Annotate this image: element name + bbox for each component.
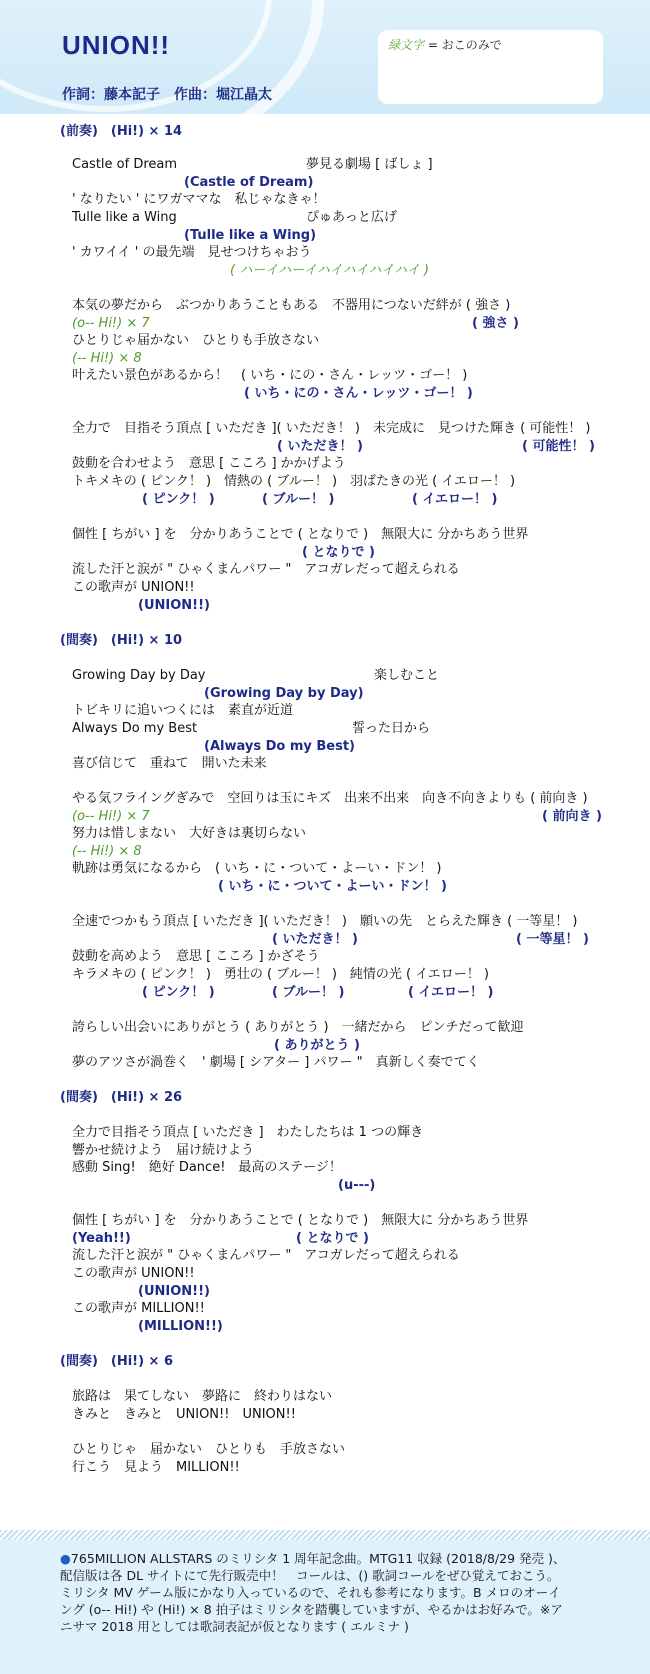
- legend-green-label: 緑文字: [388, 38, 425, 52]
- call-line: ( となりで ): [302, 545, 375, 560]
- lyric-line: 全力で目指そう頂点 [ いただき ] わたしたちは 1 つの輝き: [72, 1125, 424, 1140]
- call-line: (MILLION!!): [138, 1319, 223, 1334]
- lyric-line: ぴゅあっと広げ: [306, 210, 397, 225]
- call-line: ( いただき！ ): [277, 439, 363, 454]
- bullet-icon: ●: [60, 1551, 71, 1566]
- footer-note-text: ミリシタ MV ゲーム版にかなり入っているので、それも参考になります。B メロのオーイ: [60, 1585, 561, 1600]
- lyric-line: ひとりじゃ届かない ひとりも手放さない: [72, 333, 320, 348]
- call-line: ( イエロー！ ): [408, 985, 494, 1000]
- footer-note-line: [60, 1618, 409, 1635]
- footer-note-line: [60, 1550, 565, 1567]
- lyric-line: 旅路は 果てしない 夢路に 終わりはない: [72, 1389, 333, 1404]
- lyric-line: 鼓動を合わせよう 意思 [ こころ ] かかげよう: [72, 456, 346, 471]
- call-line: (u---): [338, 1178, 376, 1193]
- footer-note-line: [60, 1567, 559, 1584]
- lyric-line: 本気の夢だから ぶつかりあうこともある 不器用につないだ絆が ( 強さ ): [72, 298, 511, 313]
- call-line: (Castle of Dream): [184, 175, 314, 190]
- lyric-line: きみと きみと UNION!! UNION!!: [72, 1407, 296, 1422]
- call-line: (Always Do my Best): [204, 739, 355, 754]
- lyric-line: Always Do my Best: [72, 721, 198, 736]
- lyric-line: ' カワイイ ' の最先端 見せつけちゃおう: [72, 245, 312, 260]
- optional-call-line: (o-- Hi!) × 7: [72, 316, 150, 331]
- lyric-line: 努力は惜しまない 大好きは裏切らない: [72, 826, 307, 841]
- footer-note-line: [60, 1601, 563, 1618]
- call-line: (Growing Day by Day): [204, 686, 364, 701]
- lyric-line: 叶えたい景色があるから！ ( いち・にの・さん・レッツ・ゴー！ ): [72, 368, 468, 383]
- lyric-line: この歌声が UNION!!: [72, 580, 195, 595]
- lyric-line: 感動 Sing! 絶好 Dance! 最高のステージ！: [72, 1160, 342, 1175]
- section-header: (間奏) (Hi!) × 6: [60, 1354, 174, 1369]
- call-line: ( ブルー！ ): [262, 492, 335, 507]
- footer-note-text: ング (o-- Hi!) や (Hi!) × 8 拍子はミリシタを踏襲していますが、やるかはお好みで。※ア: [60, 1602, 563, 1617]
- lyric-line: 全速でつかもう頂点 [ いただき ]( いただき！ ) 願いの先 とらえた輝き ( 一等星！ ): [72, 914, 578, 929]
- lyric-line: トキメキの ( ピンク！ ) 情熱の ( ブルー！ ) 羽ばたきの光 ( イエロー！ ): [72, 474, 516, 489]
- footer-note-text: 配信版は各 DL サイトにて先行販売中！ コールは、() 歌詞コールをぜひ覚えておこう。: [60, 1568, 560, 1583]
- lyric-line: キラメキの ( ピンク！ ) 勇壮の ( ブルー！ ) 純情の光 ( イエロー！ ): [72, 967, 489, 982]
- call-line: (Tulle like a Wing): [184, 228, 317, 243]
- call-line: (Yeah!!): [72, 1231, 131, 1246]
- call-line: ( いち・にの・さん・レッツ・ゴー！ ): [244, 386, 473, 401]
- lyric-line: 夢見る劇場 [ ばしょ ]: [306, 157, 433, 172]
- optional-call-line: (-- Hi!) × 8: [72, 844, 142, 859]
- lyric-line: 流した汗と涙が " ひゃくまんパワー " アコガレだって超えられる: [72, 1248, 460, 1263]
- call-line: ( ブルー！ ): [272, 985, 345, 1000]
- call-line: ( イエロー！ ): [412, 492, 498, 507]
- section-header: (前奏) (Hi!) × 14: [60, 124, 183, 139]
- call-line: (UNION!!): [138, 598, 210, 613]
- footer-note-line: [60, 1584, 561, 1601]
- lyric-line: Castle of Dream: [72, 157, 178, 172]
- section-header: (間奏) (Hi!) × 26: [60, 1090, 183, 1105]
- lyric-line: 個性 [ ちがい ] を 分かりあうことで ( となりで ) 無限大に 分かちあう世界: [72, 527, 529, 542]
- optional-call-line: ( ハーイハーイハイハイハイハイ ): [230, 263, 430, 278]
- footer-divider: [0, 1530, 650, 1540]
- footer-note-text: 765MILLION ALLSTARS のミリシタ 1 周年記念曲。MTG11 収録 (2018/8/29 発売 )、: [70, 1551, 566, 1566]
- lyric-line: 夢のアツさが渦巻く ' 劇場 [ シアター ] パワー " 真新しく奏でてく: [72, 1055, 480, 1070]
- call-line: ( いち・に・ついて・よーい・ドン！ ): [218, 879, 447, 894]
- lyric-line: 響かせ続けよう 届け続けよう: [72, 1143, 255, 1158]
- lyric-line: 誇らしい出会いにありがとう ( ありがとう ) 一緒だから ピンチだって歓迎: [72, 1020, 524, 1035]
- lyric-line: Tulle like a Wing: [72, 210, 177, 225]
- call-line: ( ピンク！ ): [142, 492, 215, 507]
- call-line: (UNION!!): [138, 1284, 210, 1299]
- call-line: ( 可能性！ ): [522, 439, 595, 454]
- header: [0, 0, 650, 114]
- lyric-line: 個性 [ ちがい ] を 分かりあうことで ( となりで ) 無限大に 分かちあう世界: [72, 1213, 529, 1228]
- call-line: ( 強さ ): [472, 316, 519, 331]
- lyric-line: やる気フライングぎみで 空回りは玉にキズ 出来不出来 向き不向きよりも ( 前向き ): [72, 791, 588, 806]
- optional-call-line: (o-- Hi!) × 7: [72, 809, 150, 824]
- lyric-line: 鼓動を高めよう 意思 [ こころ ] かざそう: [72, 949, 320, 964]
- lyric-line: トビキリに追いつくには 素直が近道: [72, 703, 294, 718]
- call-line: ( ありがとう ): [274, 1038, 360, 1053]
- legend-text: = おこのみで: [424, 38, 502, 52]
- lyric-line: この歌声が MILLION!!: [72, 1301, 205, 1316]
- lyric-line: 喜び信じて 重ねて 開いた未来: [72, 756, 267, 771]
- lyric-line: 軌跡は勇気になるから ( いち・に・ついて・よーい・ドン！ ): [72, 861, 442, 876]
- credits: 作詞：藤本記子 作曲：堀江晶太: [62, 87, 272, 103]
- footer-notes: [0, 1540, 650, 1674]
- optional-call-line: (-- Hi!) × 8: [72, 351, 142, 366]
- call-line: ( 一等星！ ): [516, 932, 589, 947]
- page-title: UNION!!: [62, 30, 171, 60]
- footer-note-text: ニサマ 2018 用としては歌詞表記が仮となります ( エルミナ ): [60, 1619, 409, 1634]
- lyric-line: 誓った日から: [352, 721, 431, 736]
- lyric-line: ' なりたい ' にワガママな 私じゃなきゃ！: [72, 192, 326, 207]
- lyric-line: 全力で 目指そう頂点 [ いただき ]( いただき！ ) 未完成に 見つけた輝き ( 可能性！ ): [72, 421, 591, 436]
- lyric-line: 流した汗と涙が " ひゃくまんパワー " アコガレだって超えられる: [72, 562, 460, 577]
- call-line: ( となりで ): [296, 1231, 369, 1246]
- lyric-line: 行こう 見よう MILLION!!: [72, 1460, 240, 1475]
- section-header: (間奏) (Hi!) × 10: [60, 633, 183, 648]
- lyric-line: この歌声が UNION!!: [72, 1266, 195, 1281]
- call-line: ( いただき！ ): [272, 932, 358, 947]
- lyric-line: 楽しむこと: [374, 668, 440, 683]
- call-line: ( 前向き ): [542, 809, 602, 824]
- legend-box: [378, 30, 603, 104]
- call-line: ( ピンク！ ): [142, 985, 215, 1000]
- lyric-line: Growing Day by Day: [72, 668, 206, 683]
- lyric-line: ひとりじゃ 届かない ひとりも 手放さない: [72, 1442, 346, 1457]
